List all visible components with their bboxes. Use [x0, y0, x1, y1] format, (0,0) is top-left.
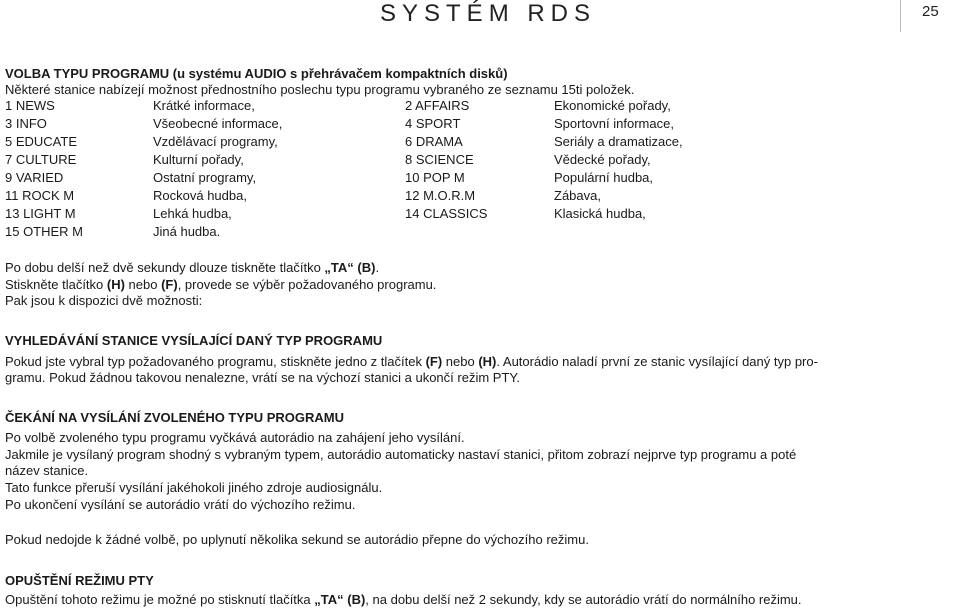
paragraph-text: , na dobu delší než 2 sekundy, kdy se autorádio vrátí do normálního režimu. — [365, 592, 802, 607]
table-row — [0, 98, 959, 116]
paragraph-line: Pokud nedojde k žádné volbě, po uplynutí několika sekund se autorádio přepne do výchozího režimu. — [5, 532, 589, 547]
program-code: 2 AFFAIRS — [405, 98, 470, 113]
program-code: 12 M.O.R.M — [405, 188, 476, 203]
program-code: 10 POP M — [405, 170, 465, 185]
paragraph-line: Jakmile je vysílaný program shodný s vybraným typem, autorádio automaticky nastaví stanici, přitom zobrazí nejprve typ programu a poté — [5, 447, 797, 462]
paragraph-text: nebo — [442, 354, 479, 369]
table-row — [0, 224, 959, 242]
program-desc: Kulturní pořady, — [153, 152, 244, 167]
table-row — [0, 188, 959, 206]
program-code: 1 NEWS — [5, 98, 55, 113]
program-desc: Krátké informace, — [153, 98, 255, 113]
program-code: 7 CULTURE — [5, 152, 77, 167]
program-desc: Sportovní informace, — [554, 116, 674, 131]
program-desc: Všeobecné informace, — [153, 116, 283, 131]
h-button-label: (H) — [106, 277, 125, 292]
instruction-text: nebo — [124, 277, 162, 292]
paragraph-line: název stanice. — [5, 463, 89, 478]
instruction-text: Po dobu delší než dvě sekundy dlouze tiskněte tlačítko — [5, 260, 325, 275]
paragraph-line: Tato funkce přeruší vysílání jakéhokoli jiného zdroje audiosignálu. — [5, 480, 383, 495]
paragraph-line: Po volbě zvoleného typu programu vyčkává autorádio na zahájení jeho vysílání. — [5, 430, 465, 445]
section-title-program-type: VOLBA TYPU PROGRAMU (u systému AUDIO s přehrávačem kompaktních disků) — [5, 66, 508, 81]
paragraph-line: Po ukončení vysílání se autorádio vrátí do výchozího režimu. — [5, 497, 356, 512]
paragraph-line — [5, 354, 955, 370]
program-desc: Ostatní programy, — [153, 170, 257, 185]
program-code: 8 SCIENCE — [405, 152, 474, 167]
h-button-label: (H) — [478, 354, 497, 369]
paragraph-text: Pokud jste vybral typ požadovaného programu, stiskněte jedno z tlačítek — [5, 354, 426, 369]
program-desc: Seriály a dramatizace, — [554, 134, 683, 149]
instruction-line: Pak jsou k dispozici dvě možnosti: — [5, 293, 203, 308]
program-code: 3 INFO — [5, 116, 47, 131]
paragraph-line — [5, 592, 955, 608]
program-code: 4 SPORT — [405, 116, 461, 131]
section-title-waiting: ČEKÁNÍ NA VYSÍLÁNÍ ZVOLENÉHO TYPU PROGRAMU — [5, 410, 344, 425]
ta-button-label: „TA“ (B) — [314, 592, 366, 607]
table-row — [0, 170, 959, 188]
paragraph-line: gramu. Pokud žádnou takovou nenalezne, vrátí se na výchozí stanici a ukončí režim PTY. — [5, 370, 520, 385]
program-desc: Ekonomické pořady, — [554, 98, 671, 113]
program-code: 6 DRAMA — [405, 134, 463, 149]
instruction-line — [5, 260, 955, 276]
program-code: 13 LIGHT M — [5, 206, 76, 221]
header-divider — [900, 0, 901, 32]
instruction-text: , provede se výběr požadovaného programu. — [177, 277, 437, 292]
page-title: SYSTÉM RDS — [380, 0, 597, 27]
program-desc: Vědecké pořady, — [554, 152, 651, 167]
program-desc: Zábava, — [554, 188, 601, 203]
program-type-table — [0, 98, 959, 242]
program-desc: Populární hudba, — [554, 170, 654, 185]
program-code: 11 ROCK M — [5, 188, 75, 203]
ta-button-label: „TA“ (B) — [324, 260, 376, 275]
paragraph-text: Opuštění tohoto režimu je možné po stisknutí tlačítka — [5, 592, 315, 607]
section-intro: Některé stanice nabízejí možnost přednostního poslechu typu programu vybraného ze seznamu 15ti položek. — [5, 82, 635, 97]
f-button-label: (F) — [161, 277, 178, 292]
section-title-search: VYHLEDÁVÁNÍ STANICE VYSÍLAJÍCÍ DANÝ TYP PROGRAMU — [5, 333, 383, 348]
f-button-label: (F) — [425, 354, 443, 369]
table-row — [0, 206, 959, 224]
table-row — [0, 116, 959, 134]
program-desc: Jiná hudba. — [153, 224, 221, 239]
table-row — [0, 152, 959, 170]
page-number: 25 — [922, 3, 939, 20]
program-code: 14 CLASSICS — [405, 206, 488, 221]
program-code: 5 EDUCATE — [5, 134, 77, 149]
program-desc: Rocková hudba, — [153, 188, 247, 203]
instruction-text: Stiskněte tlačítko — [5, 277, 107, 292]
program-code: 15 OTHER M — [5, 224, 84, 239]
table-row — [0, 134, 959, 152]
section-title-exit: OPUŠTĚNÍ REŽIMU PTY — [5, 573, 154, 588]
program-code: 9 VARIED — [5, 170, 64, 185]
instruction-text: . — [375, 260, 380, 275]
paragraph-text: . Autorádio naladí první ze stanic vysílající daný typ pro- — [496, 354, 818, 369]
program-desc: Klasická hudba, — [554, 206, 646, 221]
program-desc: Lehká hudba, — [153, 206, 232, 221]
instruction-line — [5, 277, 955, 293]
program-desc: Vzdělávací programy, — [153, 134, 278, 149]
